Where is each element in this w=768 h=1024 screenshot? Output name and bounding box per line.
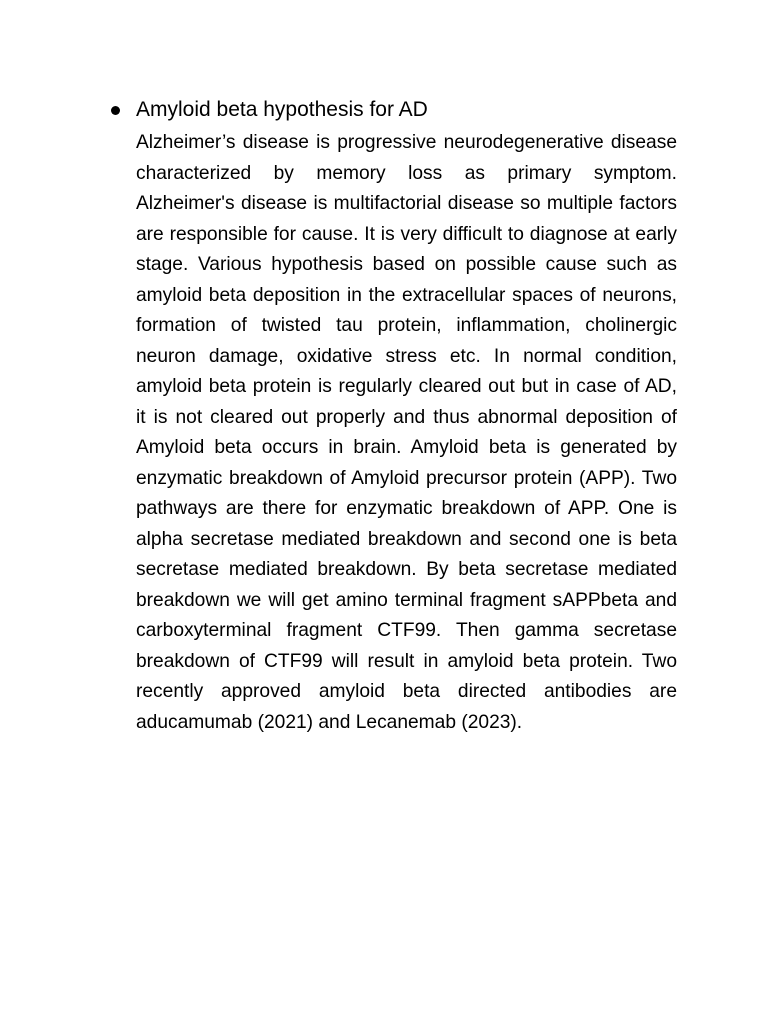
body-paragraph: Alzheimer’s disease is progressive neurodegenerative disease characterized by memory loss as primary symptom. Alzheimer's disease is multifactorial disease so multiple factors are responsible for cause. It is very difficult to diagnose at early stage. Various hypothesis based on possible cause such as amyloid beta deposition in the extracellular spaces of neurons, formation of twisted tau protein, inflammation, cholinergic neuron damage, oxidative stress etc. In normal condition, amyloid beta protein is regularly cleared out but in case of AD, it is not cleared out properly and thus abnormal deposition of Amyloid beta occurs in brain. Amyloid beta is generated by enzymatic breakdown of Amyloid precursor protein (APP). Two pathways are there for enzymatic breakdown of APP. One is alpha secretase mediated breakdown and second one is beta secretase mediated breakdown. By beta secretase mediated breakdown we will get amino terminal fragment sAPPbeta and carboxyterminal fragment CTF99. Then gamma secretase breakdown of CTF99 will result in amyloid beta protein. Two recently approved amyloid beta directed antibodies are aducamumab (2021) and Lecanemab (2023). [136,132,677,733]
bullet-row [106,93,678,127]
section-heading: Amyloid beta hypothesis for AD [136,98,428,121]
bullet-icon [111,106,120,115]
bullet-list-item [106,93,678,127]
